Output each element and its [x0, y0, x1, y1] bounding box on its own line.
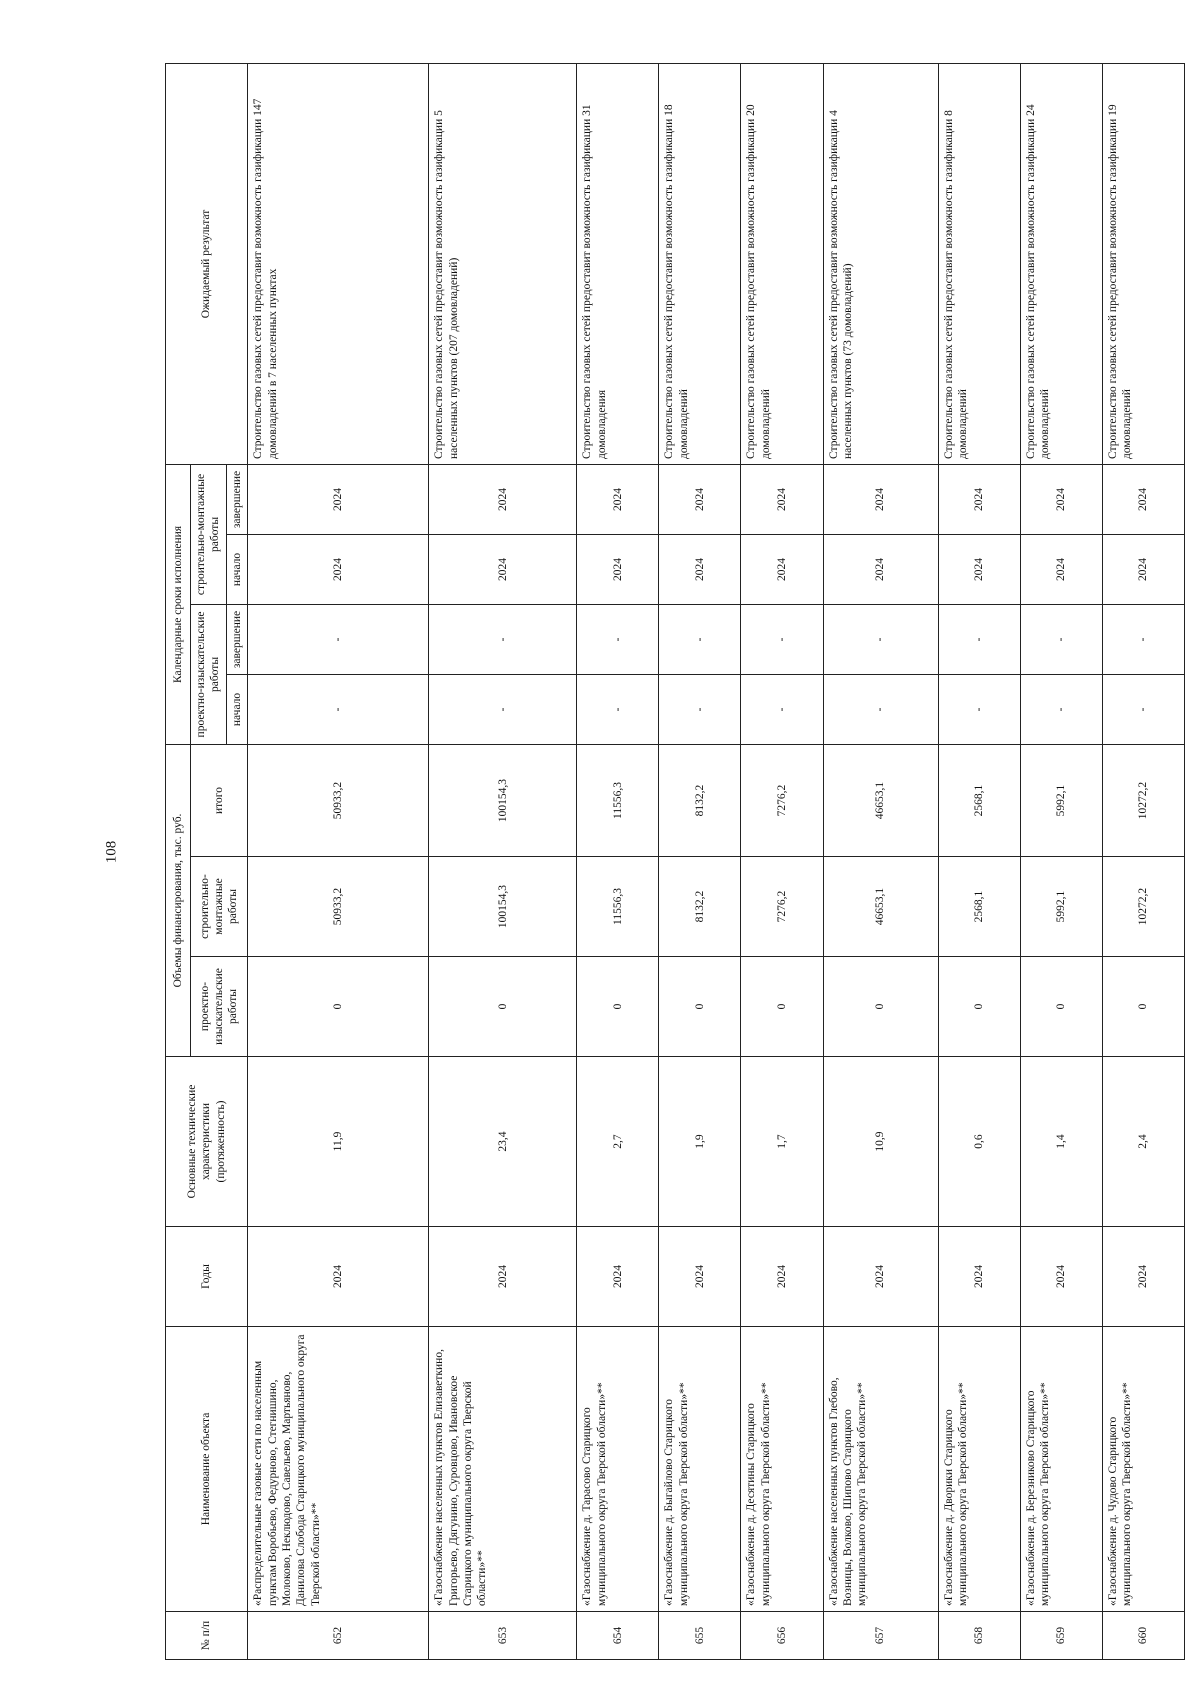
cell-fin-total: 8132,2 [659, 744, 741, 856]
cell-name: «Распределительные газовые сети по населенным пунктам Воробьево, Федурново, Стегнишино, Молоково, Неклюдово, Савельево, Мартьяново, Даниловa Слобода Старицкого муниципального округа Тверской области»** [248, 1327, 429, 1612]
header-design-end: завершение [226, 604, 247, 674]
cell-result: Строительство газовых сетей предоставит возможность газификации 5 населенных пунктов (207 домовладений) [429, 63, 577, 464]
cell-fin-construction: 50933,2 [248, 857, 429, 957]
cell-fin-design: 0 [429, 957, 577, 1057]
cell-tech: 2,7 [577, 1057, 659, 1227]
cell-design-end: - [1102, 604, 1184, 674]
cell-constr-start: 2024 [659, 534, 741, 604]
cell-design-end: - [248, 604, 429, 674]
cell-design-start: - [577, 674, 659, 744]
cell-num: 657 [823, 1612, 938, 1660]
cell-result: Строительство газовых сетей предоставит возможность газификации 31 домовладения [577, 63, 659, 464]
cell-fin-design: 0 [938, 957, 1020, 1057]
cell-fin-construction: 46653,1 [823, 857, 938, 957]
cell-constr-start: 2024 [741, 534, 823, 604]
cell-name: «Газоснабжение д. Березниково Старицкого муниципального округа Тверской области»** [1020, 1327, 1102, 1612]
cell-constr-start: 2024 [577, 534, 659, 604]
cell-design-start: - [823, 674, 938, 744]
cell-fin-construction: 7276,2 [741, 857, 823, 957]
header-cal-design: проектно-изыскательские работы [191, 604, 227, 744]
cell-name: «Газоснабжение населенных пунктов Глебово, Возницы, Волково, Шипово Старицкого муниципального округа Тверской области»** [823, 1327, 938, 1612]
table-row [823, 63, 938, 1659]
table-row [248, 63, 429, 1659]
table-row [1020, 63, 1102, 1659]
cell-tech: 0,6 [938, 1057, 1020, 1227]
cell-result: Строительство газовых сетей предоставит возможность газификации 18 домовладений [659, 63, 741, 464]
cell-name: «Газоснабжение населенных пунктов Елизаветкино, Григорьево, Дягунино, Суровцово, Ивановское Старицкого муниципального округа Тверской области»** [429, 1327, 577, 1612]
cell-design-end: - [741, 604, 823, 674]
cell-tech: 1,9 [659, 1057, 741, 1227]
cell-design-end: - [1020, 604, 1102, 674]
cell-num: 653 [429, 1612, 577, 1660]
header-name: Наименование объекта [166, 1327, 248, 1612]
cell-fin-construction: 2568,1 [938, 857, 1020, 957]
cell-year: 2024 [248, 1227, 429, 1327]
cell-result: Строительство газовых сетей предоставит возможность газификации 4 населенных пунктов (73 домовладений) [823, 63, 938, 464]
cell-fin-design: 0 [577, 957, 659, 1057]
cell-fin-total: 46653,1 [823, 744, 938, 856]
cell-constr-end: 2024 [1102, 464, 1184, 534]
cell-num: 655 [659, 1612, 741, 1660]
cell-fin-total: 10272,2 [1102, 744, 1184, 856]
cell-constr-end: 2024 [938, 464, 1020, 534]
cell-year: 2024 [823, 1227, 938, 1327]
cell-fin-construction: 8132,2 [659, 857, 741, 957]
cell-constr-end: 2024 [248, 464, 429, 534]
cell-fin-total: 11556,3 [577, 744, 659, 856]
cell-name: «Газоснабжение д. Чудово Старицкого муниципального округа Тверской области»** [1102, 1327, 1184, 1612]
table-body [248, 63, 1185, 1659]
cell-design-end: - [577, 604, 659, 674]
header-tech: Основные технические характеристики (протяженность) [166, 1057, 248, 1227]
cell-fin-construction: 11556,3 [577, 857, 659, 957]
cell-name: «Газоснабжение д. Десятины Старицкого муниципального округа Тверской области»** [741, 1327, 823, 1612]
rotated-table-wrapper [165, 64, 1185, 1660]
header-years: Годы [166, 1227, 248, 1327]
cell-result: Строительство газовых сетей предоставит возможность газификации 24 домовладений [1020, 63, 1102, 464]
cell-num: 660 [1102, 1612, 1184, 1660]
cell-design-start: - [938, 674, 1020, 744]
cell-fin-design: 0 [1102, 957, 1184, 1057]
header-constr-start: начало [226, 534, 247, 604]
cell-constr-start: 2024 [938, 534, 1020, 604]
page-number: 108 [103, 840, 120, 864]
cell-name: «Газоснабжение д. Дворики Старицкого муниципального округа Тверской области»** [938, 1327, 1020, 1612]
cell-fin-design: 0 [659, 957, 741, 1057]
cell-name: «Газоснабжение д. Быгайлово Старицкого муниципального округа Тверской области»** [659, 1327, 741, 1612]
cell-fin-design: 0 [248, 957, 429, 1057]
cell-tech: 10,9 [823, 1057, 938, 1227]
header-financing: Объемы финансирования, тыс. руб. [166, 744, 191, 1056]
cell-constr-end: 2024 [659, 464, 741, 534]
cell-constr-end: 2024 [429, 464, 577, 534]
cell-constr-end: 2024 [577, 464, 659, 534]
table-row [429, 63, 577, 1659]
cell-constr-start: 2024 [823, 534, 938, 604]
table-row [659, 63, 741, 1659]
cell-tech: 1,4 [1020, 1057, 1102, 1227]
cell-design-end: - [659, 604, 741, 674]
cell-constr-start: 2024 [429, 534, 577, 604]
cell-num: 654 [577, 1612, 659, 1660]
table-header [166, 63, 248, 1659]
cell-fin-total: 5992,1 [1020, 744, 1102, 856]
cell-fin-design: 0 [1020, 957, 1102, 1057]
cell-design-end: - [823, 604, 938, 674]
cell-result: Строительство газовых сетей предоставит возможность газификации 19 домовладений [1102, 63, 1184, 464]
table-row [741, 63, 823, 1659]
cell-fin-construction: 100154,3 [429, 857, 577, 957]
cell-year: 2024 [1020, 1227, 1102, 1327]
cell-design-start: - [741, 674, 823, 744]
cell-year: 2024 [1102, 1227, 1184, 1327]
header-design-start: начало [226, 674, 247, 744]
header-result: Ожидаемый результат [166, 63, 248, 464]
cell-constr-start: 2024 [1102, 534, 1184, 604]
cell-constr-start: 2024 [248, 534, 429, 604]
header-fin-construction: строительно-монтажные работы [191, 857, 248, 957]
cell-design-end: - [429, 604, 577, 674]
gasification-table [165, 63, 1185, 1660]
header-num: № п/п [166, 1612, 248, 1660]
header-constr-end: завершение [226, 464, 247, 534]
cell-design-start: - [1102, 674, 1184, 744]
cell-constr-end: 2024 [741, 464, 823, 534]
cell-constr-end: 2024 [1020, 464, 1102, 534]
table-row [938, 63, 1020, 1659]
cell-num: 656 [741, 1612, 823, 1660]
cell-fin-total: 50933,2 [248, 744, 429, 856]
cell-constr-end: 2024 [823, 464, 938, 534]
header-fin-design: проектно-изыскательские работы [191, 957, 248, 1057]
cell-design-end: - [938, 604, 1020, 674]
header-fin-total: итого [191, 744, 248, 856]
cell-constr-start: 2024 [1020, 534, 1102, 604]
cell-tech: 1,7 [741, 1057, 823, 1227]
cell-design-start: - [429, 674, 577, 744]
cell-design-start: - [659, 674, 741, 744]
cell-result: Строительство газовых сетей предоставит возможность газификации 20 домовладений [741, 63, 823, 464]
header-cal-construction: строительно-монтажные работы [191, 464, 227, 604]
cell-tech: 2,4 [1102, 1057, 1184, 1227]
cell-tech: 23,4 [429, 1057, 577, 1227]
cell-year: 2024 [938, 1227, 1020, 1327]
cell-fin-total: 100154,3 [429, 744, 577, 856]
cell-year: 2024 [741, 1227, 823, 1327]
cell-name: «Газоснабжение д. Тарасово Старицкого муниципального округа Тверской области»** [577, 1327, 659, 1612]
cell-num: 659 [1020, 1612, 1102, 1660]
cell-design-start: - [1020, 674, 1102, 744]
cell-result: Строительство газовых сетей предоставит возможность газификации 8 домовладений [938, 63, 1020, 464]
table-row [1102, 63, 1184, 1659]
cell-tech: 11,9 [248, 1057, 429, 1227]
cell-fin-total: 7276,2 [741, 744, 823, 856]
cell-num: 658 [938, 1612, 1020, 1660]
cell-design-start: - [248, 674, 429, 744]
cell-fin-construction: 10272,2 [1102, 857, 1184, 957]
cell-fin-design: 0 [741, 957, 823, 1057]
cell-fin-total: 2568,1 [938, 744, 1020, 856]
cell-fin-construction: 5992,1 [1020, 857, 1102, 957]
cell-fin-design: 0 [823, 957, 938, 1057]
table-row [577, 63, 659, 1659]
cell-year: 2024 [577, 1227, 659, 1327]
header-calendar: Календарные сроки исполнения [166, 464, 191, 744]
cell-year: 2024 [659, 1227, 741, 1327]
cell-num: 652 [248, 1612, 429, 1660]
cell-year: 2024 [429, 1227, 577, 1327]
cell-result: Строительство газовых сетей предоставит возможность газификации 147 домовладений в 7 населенных пунктах [248, 63, 429, 464]
